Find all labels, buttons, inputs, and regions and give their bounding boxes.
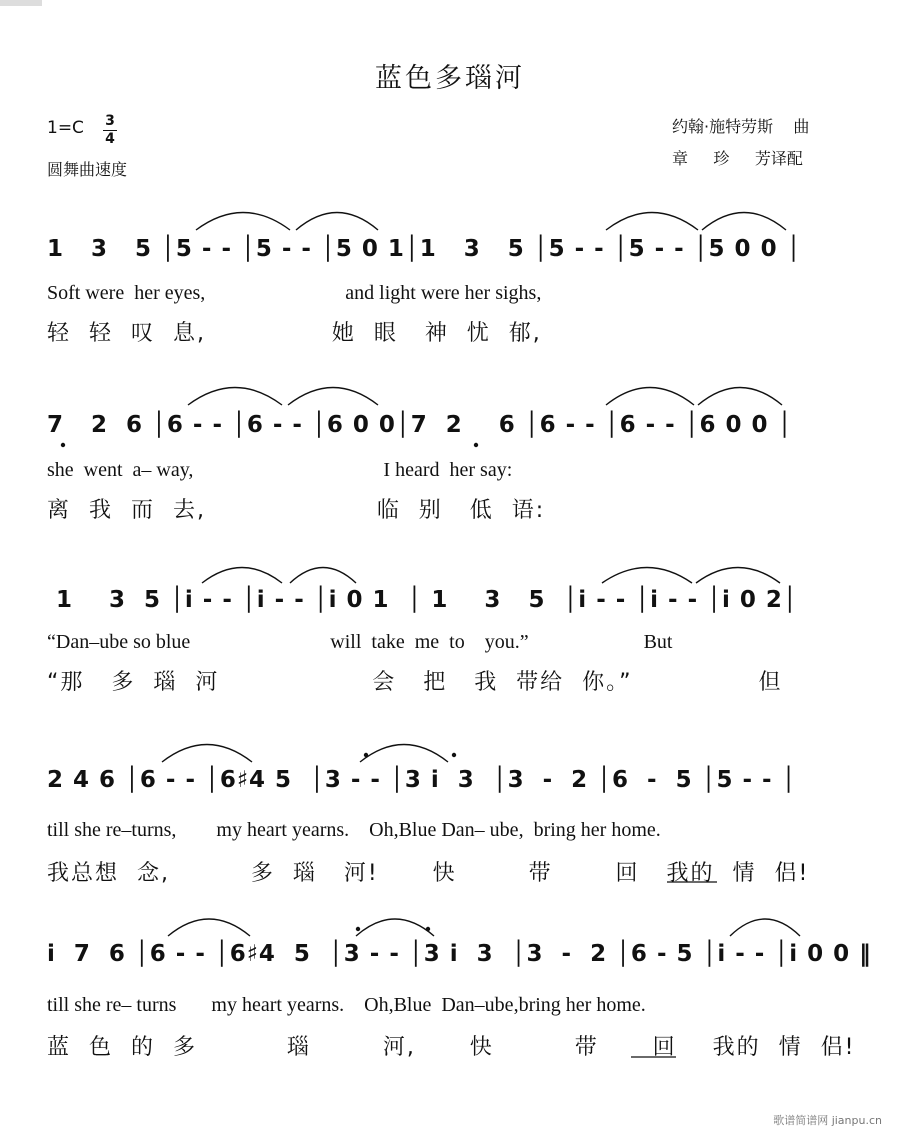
lyric-english-line-3: “Dan–ube so blue will take me to you.” But [47,631,673,653]
tempo-marking: 圆舞曲速度 [47,160,128,179]
lyric-english-line-5: till she re– turns my heart yearns. Oh,Blue Dan–ube,bring her home. [47,994,646,1016]
time-signature-bottom: 4 [105,131,115,147]
notation-line-1: 1 3 5 │5 - - │5 - - │5 0 1│1 3 5 │5 - - │5 - - │5 0 0 │ [47,236,802,262]
watermark: 歌谱简谱网 jianpu.cn [773,1114,882,1127]
time-signature-top: 3 [105,113,115,129]
key-signature: 1=C [47,118,84,138]
lyric-chinese-line-5: 蓝 色 的 多 瑙 河, 快 带 回 我的 情 侣! [47,1035,856,1060]
lyric-english-line-2: she went a– way, I heard her say: [47,459,513,481]
song-title: 蓝色多瑙河 [375,63,525,94]
notation-line-2: 7 2 6 │6 - - │6 - - │6 0 0│7 2 6 │6 - - │6 - - │6 0 0 │ [47,412,793,438]
lyric-chinese-line-4: 我总想 念, 多 瑙 河! 快 带 回 我的 情 侣! [47,861,810,886]
notation-line-4: 2 4 6 │6 - - │6♯4 5 │3 - - │3 i 3 │3 - 2 │6 - 5 │5 - - │ [47,767,797,793]
lyric-chinese-line-2: 离 我 而 去, 临 别 低 语: [47,498,546,523]
lyricist-credit: 章 珍 芳译配 [672,149,803,168]
notation-line-5: i 7 6 │6 - - │6♯4 5 │3 - - │3 i 3 │3 - 2 │6 - 5 │i - - │i 0 0 ‖ [47,941,872,967]
lyric-english-line-1: Soft were her eyes, and light were her sighs, [47,282,542,304]
lyric-english-line-4: till she re–turns, my heart yearns. Oh,Blue Dan– ube, bring her home. [47,819,661,841]
notation-line-3: 1 3 5 │i - - │i - - │i 0 1 │ 1 3 5 │i - - │i - - │i 0 2│ [47,587,798,613]
lyric-chinese-line-1: 轻 轻 叹 息, 她 眼 神 忧 郁, [47,321,542,346]
composer-credit: 约翰·施特劳斯 曲 [672,117,810,136]
lyric-chinese-line-3: “那 多 瑙 河 会 把 我 带给 你。” 但 [47,670,783,695]
